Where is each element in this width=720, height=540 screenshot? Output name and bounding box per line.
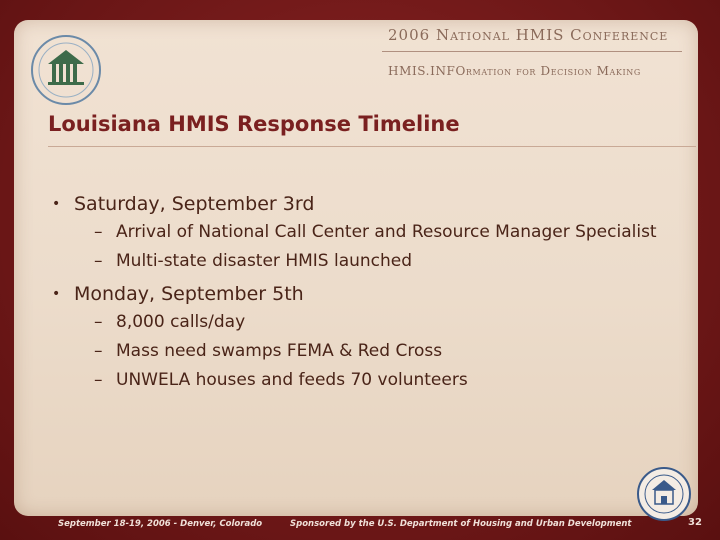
hud-logo-icon	[26, 30, 106, 110]
hud-seal-icon	[636, 466, 692, 522]
sub-bullet-text: Multi-state disaster HMIS launched	[116, 251, 413, 271]
bullet-dot-icon: •	[52, 286, 61, 302]
slide-number: 32	[688, 517, 702, 528]
bullet-item	[52, 190, 682, 218]
sub-bullet-text: Arrival of National Call Center and Resource Manager Specialist	[116, 222, 657, 242]
sub-bullet-item	[94, 341, 682, 362]
sub-bullet-text: UNWELA houses and feeds 70 volunteers	[116, 370, 468, 390]
sub-bullet-item	[94, 370, 682, 391]
bullet-item	[52, 280, 682, 308]
slide-title: Louisiana HMIS Response Timeline	[48, 112, 460, 136]
footer-dates-location: September 18-19, 2006 - Denver, Colorado	[58, 519, 263, 529]
footer-sponsor: Sponsored by the U.S. Department of Housing and Urban Development	[290, 519, 632, 529]
sub-bullet-text: 8,000 calls/day	[116, 312, 246, 332]
bullet-text: Monday, September 5th	[74, 283, 304, 305]
bullet-text: Saturday, September 3rd	[74, 193, 315, 215]
dash-icon: –	[94, 222, 103, 242]
dash-icon: –	[94, 251, 103, 271]
title-divider	[48, 146, 696, 147]
sub-bullet-item	[94, 222, 682, 243]
conference-subtitle: HMIS.INFOrmation for Decision Making	[388, 64, 641, 78]
dash-icon: –	[94, 370, 103, 390]
slide-content	[52, 190, 682, 399]
dash-icon: –	[94, 341, 103, 361]
bullet-dot-icon: •	[52, 196, 61, 212]
sub-bullet-item	[94, 251, 682, 272]
conference-title: 2006 National HMIS Conference	[388, 26, 669, 44]
dash-icon: –	[94, 312, 103, 332]
header-divider	[382, 51, 682, 52]
sub-bullet-item	[94, 312, 682, 333]
sub-bullet-text: Mass need swamps FEMA & Red Cross	[116, 341, 443, 361]
